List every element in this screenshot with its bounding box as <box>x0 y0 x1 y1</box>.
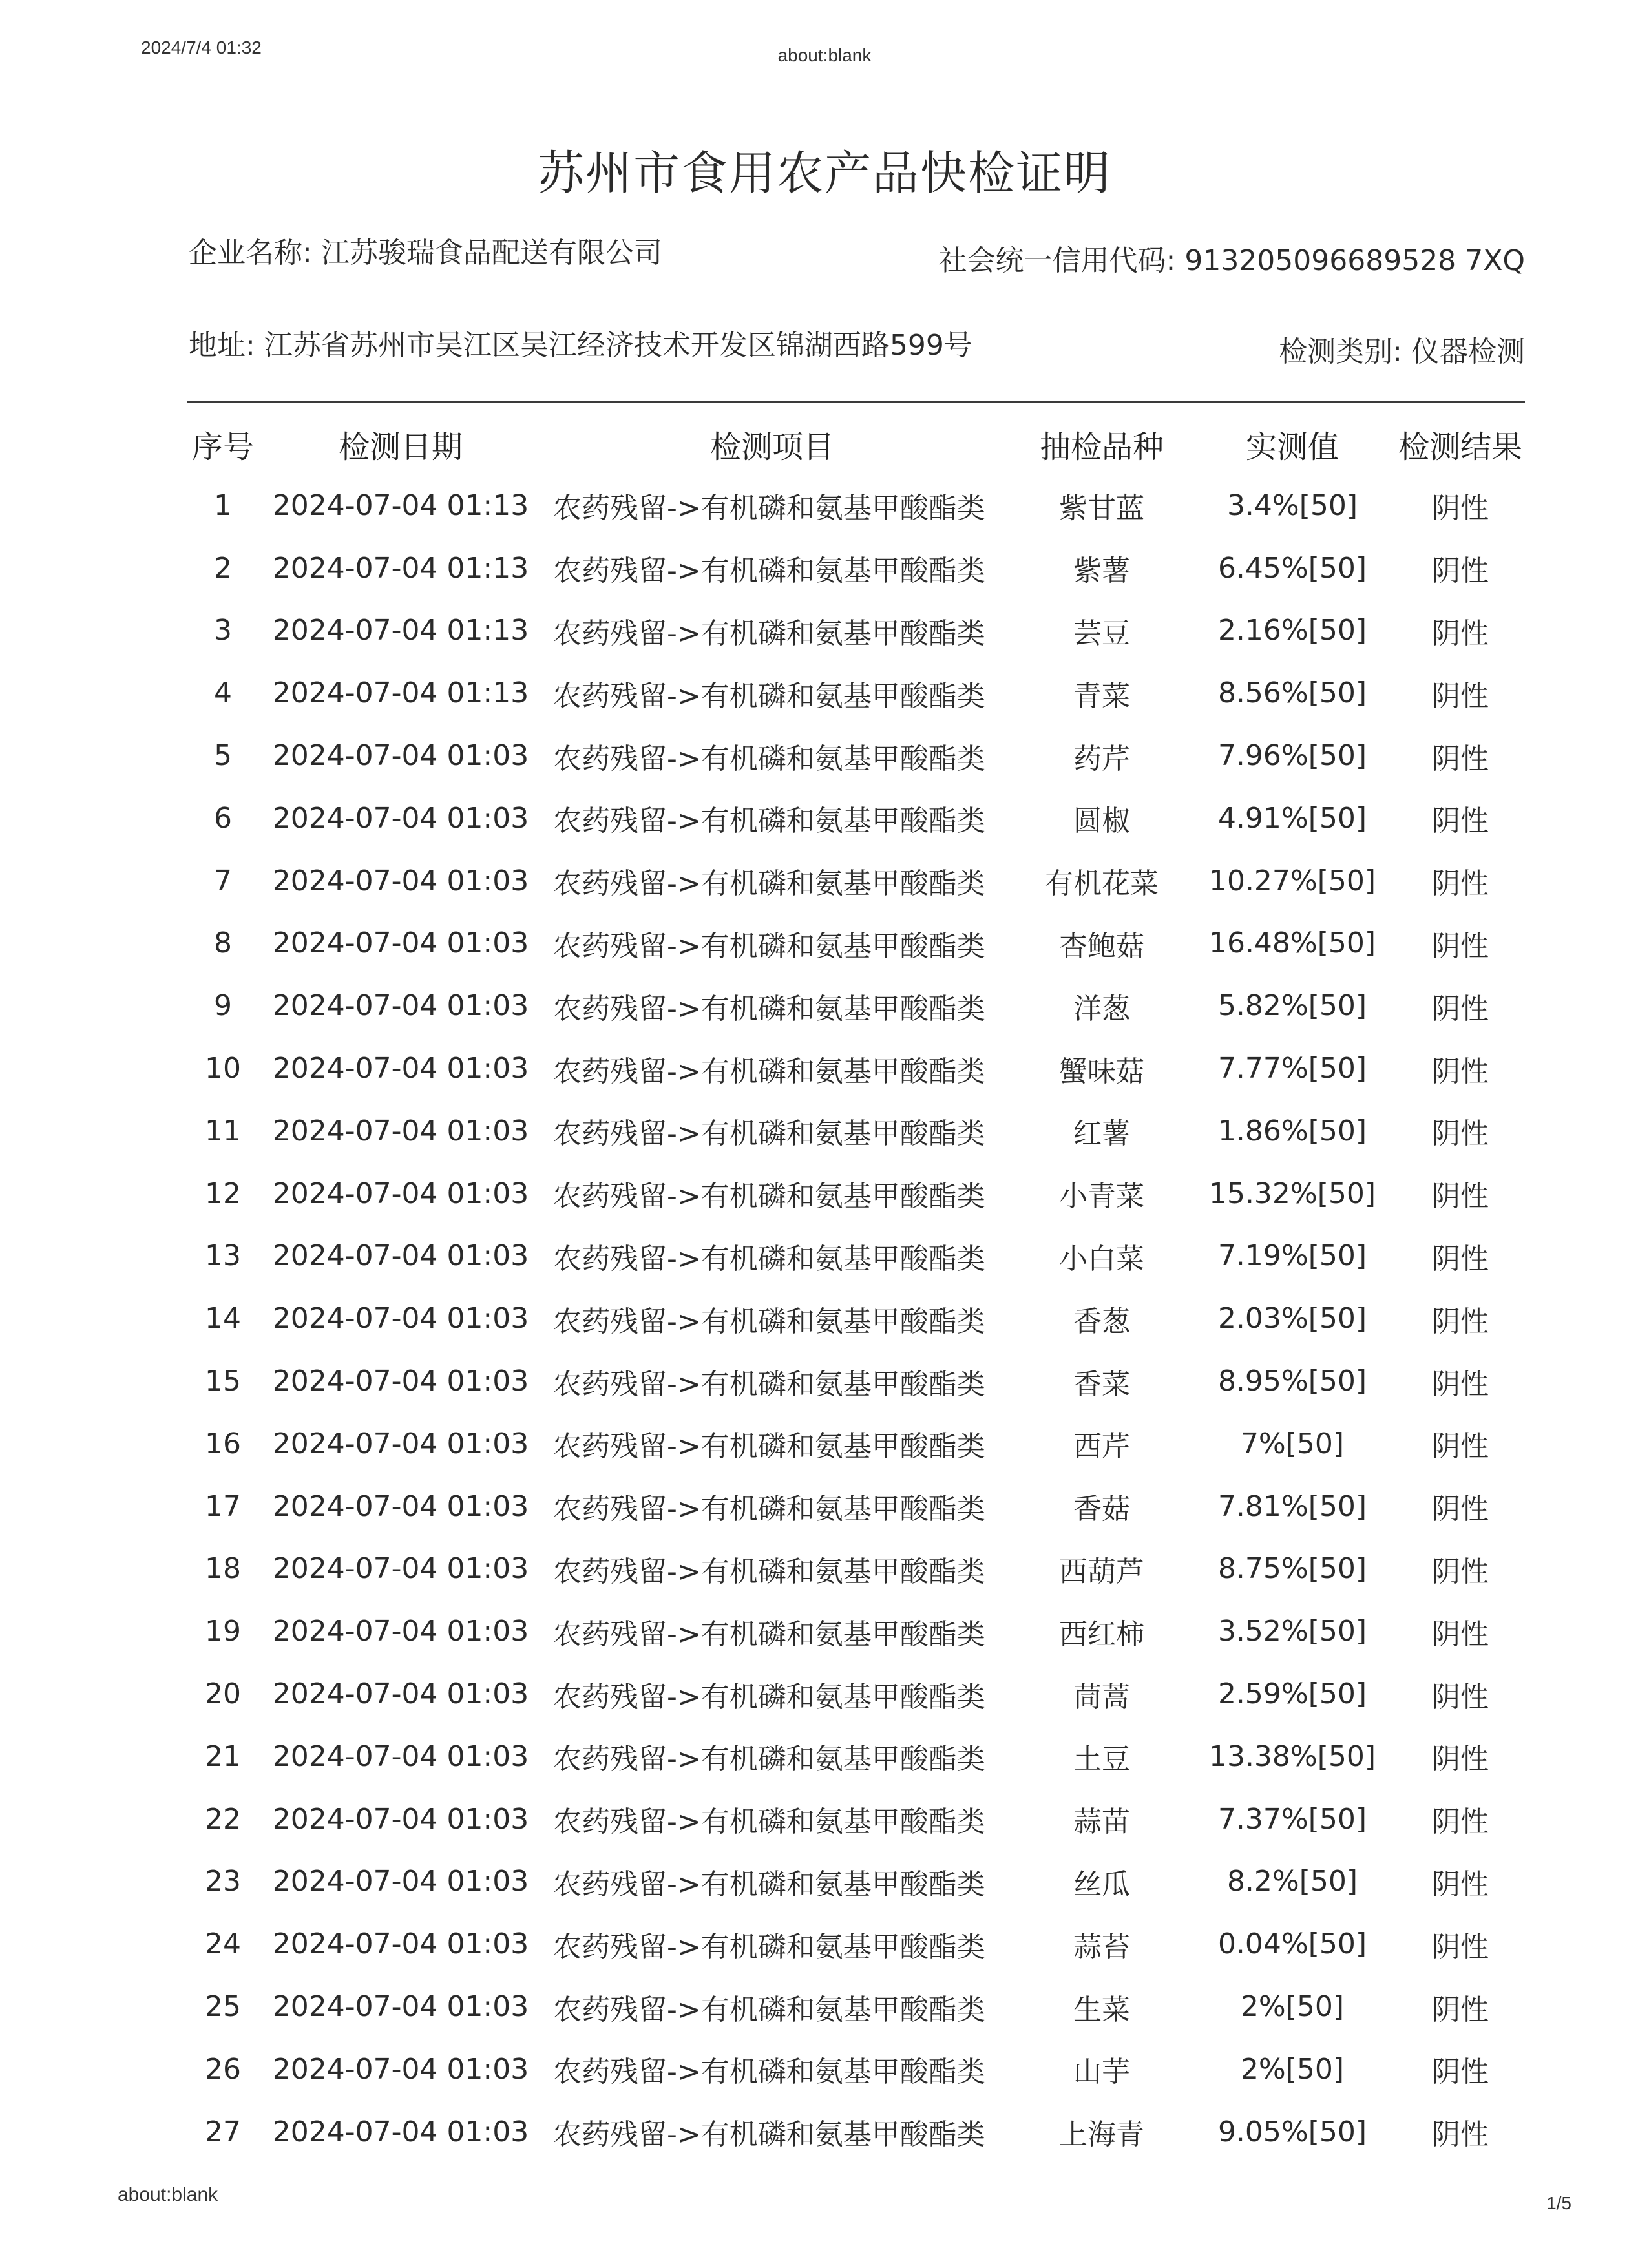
credit-code-line <box>939 237 1526 278</box>
cell-date: 2024-07-04 01:03 <box>272 1489 529 1523</box>
cell-no: 14 <box>205 1302 241 1336</box>
cell-value: 2.16%[50] <box>1217 614 1367 647</box>
cell-value: 10.27%[50] <box>1208 864 1376 898</box>
cell-sample: 上海青 <box>1059 2118 1144 2152</box>
page-number: 1/5 <box>1546 2193 1571 2213</box>
cell-sample: 药芹 <box>1073 742 1130 775</box>
cell-result: 阴性 <box>1432 1430 1489 1464</box>
cell-no: 27 <box>205 2115 241 2148</box>
cell-result: 阴性 <box>1432 1493 1489 1526</box>
document-title: 苏州市食用农产品快检证明 <box>537 146 1111 200</box>
cell-item: 农药残留->有机磷和氨基甲酸酯类 <box>553 1055 985 1088</box>
print-url: about:blank <box>777 45 872 65</box>
cell-item: 农药残留->有机磷和氨基甲酸酯类 <box>553 1680 985 1714</box>
cell-no: 8 <box>214 927 232 960</box>
cell-no: 5 <box>214 739 232 773</box>
cell-value: 15.32%[50] <box>1208 1177 1376 1210</box>
cell-date: 2024-07-04 01:03 <box>272 1802 529 1836</box>
cell-item: 农药残留->有机磷和氨基甲酸酯类 <box>553 492 985 525</box>
cell-item: 农药残留->有机磷和氨基甲酸酯类 <box>553 1180 985 1213</box>
table-row <box>181 1162 1531 1225</box>
table-row <box>181 1663 1531 1725</box>
table-row <box>181 1037 1531 1100</box>
cell-result: 阴性 <box>1432 1993 1489 2026</box>
cell-date: 2024-07-04 01:03 <box>272 1552 529 1586</box>
print-footer <box>0 2184 1649 2216</box>
cell-date: 2024-07-04 01:03 <box>272 927 529 960</box>
cell-value: 7.96%[50] <box>1217 739 1367 773</box>
table-row <box>181 1788 1531 1851</box>
cell-sample: 香菇 <box>1073 1493 1130 1526</box>
cell-item: 农药残留->有机磷和氨基甲酸酯类 <box>553 2055 985 2089</box>
cell-item: 农药残留->有机磷和氨基甲酸酯类 <box>553 1805 985 1839</box>
cell-item: 农药残留->有机磷和氨基甲酸酯类 <box>553 554 985 588</box>
cell-item: 农药残留->有机磷和氨基甲酸酯类 <box>553 1617 985 1651</box>
cell-result: 阴性 <box>1432 804 1489 838</box>
cell-sample: 紫甘蓝 <box>1059 492 1144 525</box>
table-row <box>181 1538 1531 1601</box>
cell-date: 2024-07-04 01:03 <box>272 1927 529 1961</box>
cell-result: 阴性 <box>1432 1555 1489 1588</box>
cell-result: 阴性 <box>1432 1930 1489 1964</box>
cell-sample: 青菜 <box>1073 679 1130 713</box>
header-sample: 抽检品种 <box>1039 428 1164 465</box>
cell-date: 2024-07-04 01:03 <box>272 1990 529 2024</box>
cell-no: 22 <box>205 1802 241 1836</box>
cell-date: 2024-07-04 01:13 <box>272 677 529 710</box>
cell-sample: 紫薯 <box>1073 554 1130 588</box>
cell-date: 2024-07-04 01:03 <box>272 739 529 773</box>
cell-value: 8.95%[50] <box>1217 1365 1367 1398</box>
cell-result: 阴性 <box>1432 1367 1489 1401</box>
cell-no: 25 <box>205 1990 241 2024</box>
cell-result: 阴性 <box>1432 742 1489 775</box>
cell-date: 2024-07-04 01:03 <box>272 801 529 835</box>
cell-date: 2024-07-04 01:03 <box>272 1239 529 1273</box>
cell-no: 20 <box>205 1677 241 1711</box>
cell-item: 农药残留->有机磷和氨基甲酸酯类 <box>553 2118 985 2152</box>
table-row <box>181 1725 1531 1788</box>
table-row <box>181 1600 1531 1663</box>
cell-sample: 西红柿 <box>1059 1617 1144 1651</box>
cell-no: 2 <box>214 551 232 585</box>
address-label: 地址: <box>189 329 255 362</box>
cell-value: 5.82%[50] <box>1217 989 1367 1023</box>
cell-no: 17 <box>205 1489 241 1523</box>
cell-item: 农药残留->有机磷和氨基甲酸酯类 <box>553 1117 985 1151</box>
cell-result: 阴性 <box>1432 679 1489 713</box>
cell-item: 农药残留->有机磷和氨基甲酸酯类 <box>553 1930 985 1964</box>
cell-result: 阴性 <box>1432 1680 1489 1714</box>
print-header <box>0 37 1649 70</box>
cell-no: 6 <box>214 801 232 835</box>
header-no: 序号 <box>191 428 254 465</box>
cell-no: 10 <box>205 1052 241 1086</box>
cell-no: 3 <box>214 614 232 647</box>
cell-result: 阴性 <box>1432 867 1489 901</box>
cell-sample: 西芹 <box>1073 1430 1130 1464</box>
cell-item: 农药残留->有机磷和氨基甲酸酯类 <box>553 616 985 650</box>
cell-result: 阴性 <box>1432 1867 1489 1901</box>
cell-result: 阴性 <box>1432 929 1489 963</box>
company-name: 江苏骏瑞食品配送有限公司 <box>320 236 662 269</box>
cell-sample: 蒜苗 <box>1073 1805 1130 1839</box>
header-date: 检测日期 <box>338 428 463 465</box>
cell-result: 阴性 <box>1432 2055 1489 2089</box>
cell-date: 2024-07-04 01:03 <box>272 2115 529 2148</box>
cell-no: 16 <box>205 1427 241 1460</box>
cell-sample: 西葫芦 <box>1059 1555 1144 1588</box>
cell-date: 2024-07-04 01:03 <box>272 1865 529 1898</box>
table-row <box>181 2038 1531 2101</box>
cell-result: 阴性 <box>1432 1242 1489 1276</box>
cell-date: 2024-07-04 01:03 <box>272 2052 529 2086</box>
cell-sample: 杏鲍菇 <box>1059 929 1144 963</box>
cell-result: 阴性 <box>1432 1117 1489 1151</box>
cell-date: 2024-07-04 01:03 <box>272 1052 529 1086</box>
cell-result: 阴性 <box>1432 1180 1489 1213</box>
table-row <box>181 787 1531 850</box>
table-row <box>181 537 1531 600</box>
address: 江苏省苏州市吴江区吴江经济技术开发区锦湖西路599号 <box>264 329 972 362</box>
cell-value: 4.91%[50] <box>1217 801 1367 835</box>
cell-value: 7.81%[50] <box>1217 1489 1367 1523</box>
cell-item: 农药残留->有机磷和氨基甲酸酯类 <box>553 1743 985 1776</box>
cell-value: 8.75%[50] <box>1217 1552 1367 1586</box>
cell-no: 7 <box>214 864 232 898</box>
table-row <box>181 1975 1531 2038</box>
table-row <box>181 1913 1531 1975</box>
table-row <box>181 1851 1531 1913</box>
cell-result: 阴性 <box>1432 554 1489 588</box>
cell-sample: 蒜苔 <box>1073 1930 1130 1964</box>
cell-date: 2024-07-04 01:03 <box>272 864 529 898</box>
cell-result: 阴性 <box>1432 1743 1489 1776</box>
company-name-label: 企业名称: <box>189 236 312 269</box>
table-row <box>181 1100 1531 1162</box>
cell-date: 2024-07-04 01:13 <box>272 551 529 585</box>
cell-sample: 小青菜 <box>1059 1180 1144 1213</box>
cell-no: 21 <box>205 1739 241 1773</box>
cell-date: 2024-07-04 01:03 <box>272 989 529 1023</box>
cell-result: 阴性 <box>1432 2118 1489 2152</box>
table-row <box>181 1412 1531 1475</box>
test-type: 仪器检测 <box>1411 335 1525 368</box>
cell-no: 26 <box>205 2052 241 2086</box>
header-result: 检测结果 <box>1398 428 1522 465</box>
credit-code: 913205096689528 7XQ <box>1184 244 1525 277</box>
credit-code-label: 社会统一信用代码: <box>938 244 1176 277</box>
cell-value: 2%[50] <box>1240 2052 1345 2086</box>
cell-value: 8.2%[50] <box>1226 1865 1358 1898</box>
cell-result: 阴性 <box>1432 1305 1489 1338</box>
cell-value: 3.52%[50] <box>1217 1615 1367 1648</box>
table-row <box>181 2101 1531 2163</box>
cell-sample: 丝瓜 <box>1073 1867 1130 1901</box>
cell-value: 2%[50] <box>1240 1990 1345 2024</box>
company-name-line <box>189 229 662 271</box>
cell-date: 2024-07-04 01:03 <box>272 1177 529 1210</box>
cell-item: 农药残留->有机磷和氨基甲酸酯类 <box>553 992 985 1025</box>
cell-value: 6.45%[50] <box>1217 551 1367 585</box>
cell-date: 2024-07-04 01:03 <box>272 1427 529 1460</box>
cell-item: 农药残留->有机磷和氨基甲酸酯类 <box>553 1242 985 1276</box>
cell-no: 9 <box>214 989 232 1023</box>
cell-item: 农药残留->有机磷和氨基甲酸酯类 <box>553 1493 985 1526</box>
table-row <box>181 912 1531 975</box>
cell-result: 阴性 <box>1432 1055 1489 1088</box>
cell-date: 2024-07-04 01:13 <box>272 614 529 647</box>
cell-result: 阴性 <box>1432 1617 1489 1651</box>
cell-item: 农药残留->有机磷和氨基甲酸酯类 <box>553 1367 985 1401</box>
table-row <box>181 1350 1531 1412</box>
cell-sample: 红薯 <box>1073 1117 1130 1151</box>
cell-sample: 有机花菜 <box>1045 867 1159 901</box>
cell-date: 2024-07-04 01:03 <box>272 1677 529 1711</box>
header-divider <box>187 401 1525 403</box>
cell-result: 阴性 <box>1432 992 1489 1025</box>
table-row <box>181 724 1531 787</box>
cell-value: 13.38%[50] <box>1208 1739 1376 1773</box>
address-line <box>189 322 972 363</box>
footer-url: about:blank <box>118 2184 218 2205</box>
cell-value: 7%[50] <box>1240 1427 1345 1460</box>
cell-item: 农药残留->有机磷和氨基甲酸酯类 <box>553 1430 985 1464</box>
cell-sample: 洋葱 <box>1073 992 1130 1025</box>
cell-value: 7.19%[50] <box>1217 1239 1367 1273</box>
cell-sample: 茼蒿 <box>1073 1680 1130 1714</box>
cell-value: 0.04%[50] <box>1217 1927 1367 1961</box>
test-type-line <box>1279 328 1525 370</box>
cell-sample: 香菜 <box>1073 1367 1130 1401</box>
cell-no: 12 <box>205 1177 241 1210</box>
cell-no: 24 <box>205 1927 241 1961</box>
cell-value: 9.05%[50] <box>1217 2115 1367 2148</box>
cell-no: 19 <box>205 1615 241 1648</box>
header-item: 检测项目 <box>709 428 834 465</box>
cell-sample: 生菜 <box>1073 1993 1130 2026</box>
table-row <box>181 1225 1531 1288</box>
print-datetime: 2024/7/4 01:32 <box>141 37 262 58</box>
cell-date: 2024-07-04 01:03 <box>272 1114 529 1148</box>
table-body <box>181 474 1531 2163</box>
table-row <box>181 1287 1531 1350</box>
cell-sample: 土豆 <box>1073 1743 1130 1776</box>
cell-date: 2024-07-04 01:03 <box>272 1739 529 1773</box>
cell-item: 农药残留->有机磷和氨基甲酸酯类 <box>553 929 985 963</box>
cell-result: 阴性 <box>1432 1805 1489 1839</box>
table-row <box>181 974 1531 1037</box>
table-row <box>181 600 1531 662</box>
cell-sample: 芸豆 <box>1073 616 1130 650</box>
cell-item: 农药残留->有机磷和氨基甲酸酯类 <box>553 1305 985 1338</box>
cell-value: 2.59%[50] <box>1217 1677 1367 1711</box>
cell-no: 15 <box>205 1365 241 1398</box>
cell-no: 1 <box>214 488 232 522</box>
table-header-row <box>181 414 1531 474</box>
cell-item: 农药残留->有机磷和氨基甲酸酯类 <box>553 742 985 775</box>
cell-date: 2024-07-04 01:03 <box>272 1365 529 1398</box>
cell-sample: 香葱 <box>1073 1305 1130 1338</box>
cell-no: 4 <box>214 677 232 710</box>
test-type-label: 检测类别: <box>1279 335 1402 368</box>
cell-sample: 蟹味菇 <box>1059 1055 1144 1088</box>
cell-value: 7.37%[50] <box>1217 1802 1367 1836</box>
cell-date: 2024-07-04 01:03 <box>272 1615 529 1648</box>
table-row <box>181 474 1531 537</box>
cell-value: 3.4%[50] <box>1226 488 1358 522</box>
cell-item: 农药残留->有机磷和氨基甲酸酯类 <box>553 679 985 713</box>
cell-result: 阴性 <box>1432 492 1489 525</box>
cell-result: 阴性 <box>1432 616 1489 650</box>
cell-value: 16.48%[50] <box>1208 927 1376 960</box>
table-row <box>181 1475 1531 1538</box>
cell-sample: 小白菜 <box>1059 1242 1144 1276</box>
results-table <box>181 414 1531 2163</box>
cell-item: 农药残留->有机磷和氨基甲酸酯类 <box>553 1867 985 1901</box>
cell-date: 2024-07-04 01:03 <box>272 1302 529 1336</box>
cell-sample: 圆椒 <box>1073 804 1130 838</box>
cell-no: 11 <box>205 1114 241 1148</box>
cell-item: 农药残留->有机磷和氨基甲酸酯类 <box>553 867 985 901</box>
cell-value: 8.56%[50] <box>1217 677 1367 710</box>
cell-item: 农药残留->有机磷和氨基甲酸酯类 <box>553 1555 985 1588</box>
table-row <box>181 662 1531 724</box>
cell-sample: 山芋 <box>1073 2055 1130 2089</box>
cell-value: 1.86%[50] <box>1217 1114 1367 1148</box>
cell-value: 2.03%[50] <box>1217 1302 1367 1336</box>
cell-item: 农药残留->有机磷和氨基甲酸酯类 <box>553 1993 985 2026</box>
cell-no: 13 <box>205 1239 241 1273</box>
cell-value: 7.77%[50] <box>1217 1052 1367 1086</box>
table-row <box>181 850 1531 912</box>
cell-no: 23 <box>205 1865 241 1898</box>
cell-item: 农药残留->有机磷和氨基甲酸酯类 <box>553 804 985 838</box>
cell-no: 18 <box>205 1552 241 1586</box>
header-value: 实测值 <box>1245 428 1339 465</box>
cell-date: 2024-07-04 01:13 <box>272 488 529 522</box>
